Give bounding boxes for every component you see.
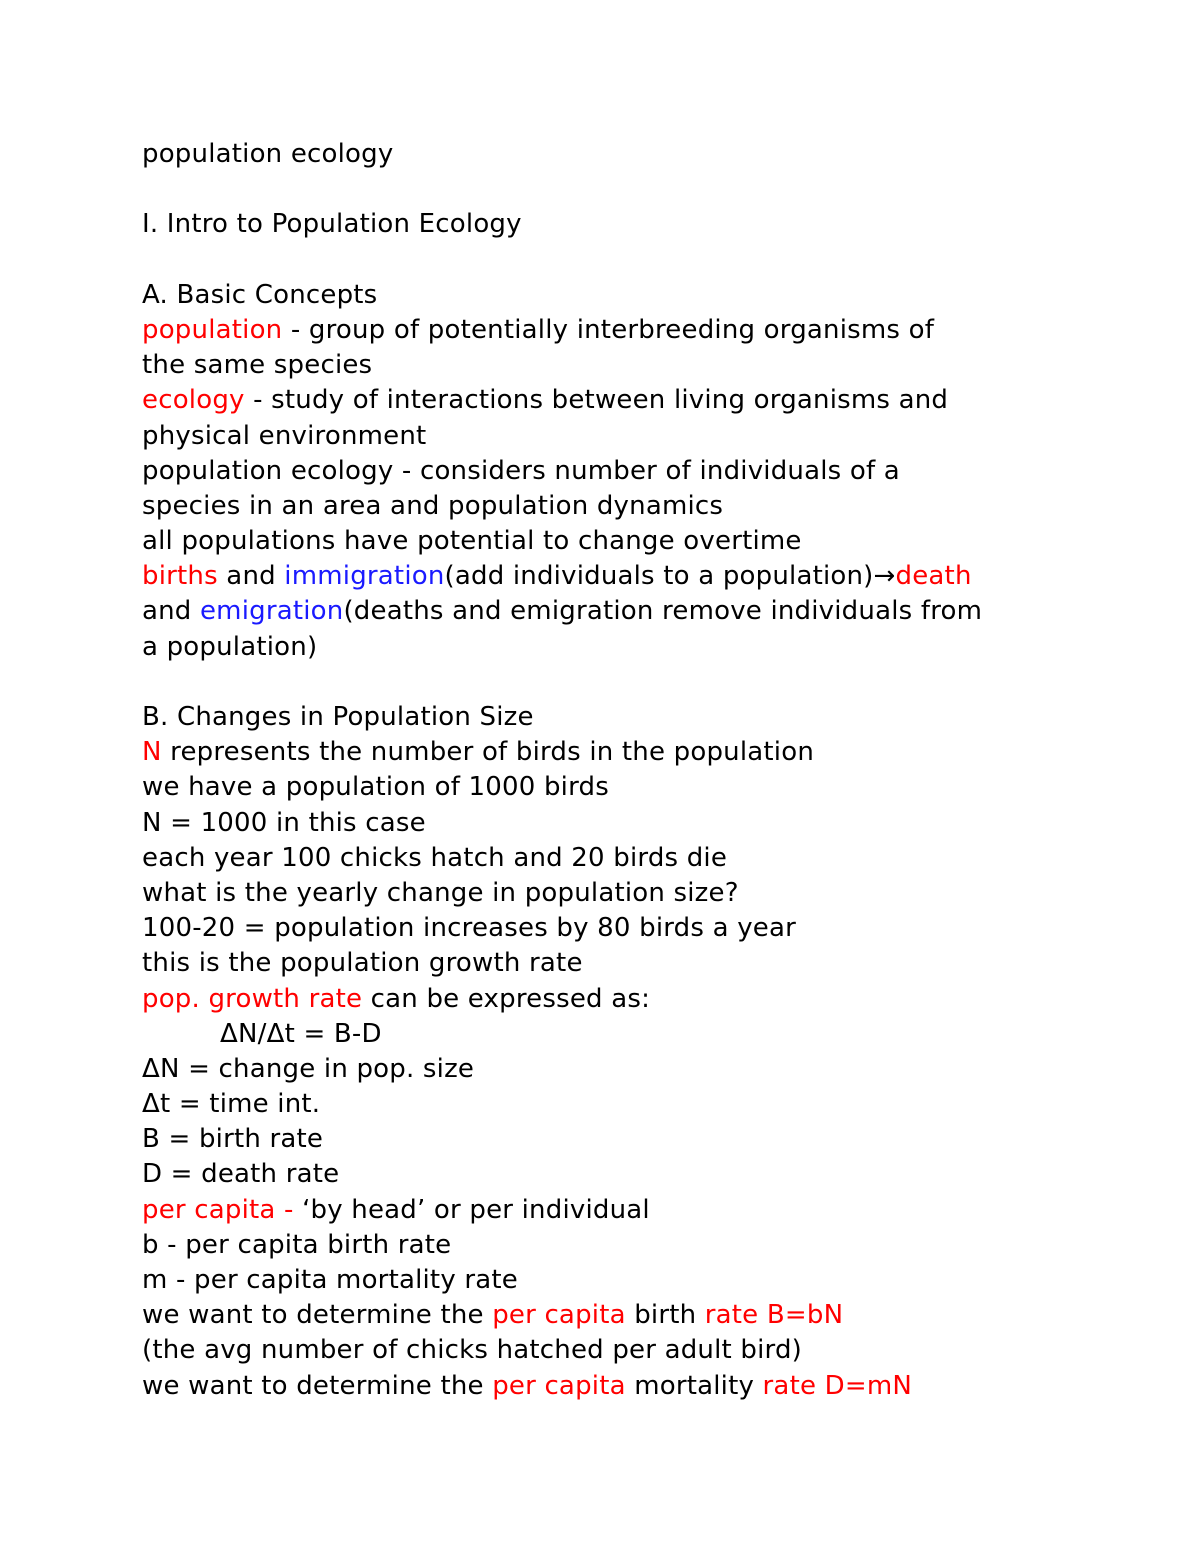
term-emigration: emigration — [199, 596, 344, 627]
text-line: Δt = time int. — [142, 1089, 321, 1120]
term-death: death — [895, 561, 972, 592]
text-line: we have a population of 1000 birds — [142, 772, 609, 803]
definition-population-ecology-cont: species in an area and population dynamics — [142, 490, 724, 521]
text-prefix: we want to determine the — [142, 1370, 493, 1401]
section-heading-intro: I. Intro to Population Ecology — [142, 209, 522, 240]
birth-rate-determination — [142, 1298, 1142, 1333]
note-change: all populations have potential to change overtime — [142, 526, 802, 557]
text-line: b - per capita birth rate — [142, 1229, 452, 1260]
text-prefix: we want to determine the — [142, 1300, 493, 1331]
subsection-heading-changes: B. Changes in Population Size — [142, 702, 534, 732]
text-line: (the avg number of chicks hatched per adult bird) — [142, 1335, 802, 1366]
definition-text: - study of interactions between living organisms and — [244, 385, 949, 416]
definition-text: ‘by head’ or per individual — [302, 1194, 650, 1225]
text-line: D = death rate — [142, 1159, 340, 1190]
emigration-line — [142, 594, 1142, 629]
subsection-heading-basic-concepts: A. Basic Concepts — [142, 279, 378, 310]
term-population: population — [142, 314, 283, 345]
definition-text: - group of potentially interbreeding organisms of — [282, 314, 935, 345]
text-line: what is the yearly change in population size? — [142, 877, 739, 908]
definition-ecology — [142, 383, 1142, 418]
definition-population — [142, 313, 1142, 348]
document-title: population ecology — [142, 139, 394, 169]
births-immigration-line — [142, 559, 1142, 594]
definition-text: can be expressed as: — [362, 983, 651, 1014]
per-capita-definition — [142, 1193, 1142, 1228]
n-definition — [142, 735, 1142, 770]
spacer — [142, 665, 1142, 700]
text-line: B = birth rate — [142, 1124, 324, 1155]
term-births: births — [142, 561, 218, 592]
text-line: m - per capita mortality rate — [142, 1265, 518, 1295]
term-immigration: immigration — [284, 561, 445, 592]
text-line: this is the population growth rate — [142, 948, 583, 979]
spacer — [142, 243, 1142, 278]
term-pop-growth-rate: pop. growth rate — [142, 983, 363, 1014]
text-line: N = 1000 in this case — [142, 807, 426, 838]
text-mortality: mortality — [625, 1370, 763, 1401]
term-birth-rate-formula: rate B=bN — [704, 1300, 844, 1331]
text-line: each year 100 chicks hatch and 20 birds die — [142, 842, 728, 873]
mortality-rate-determination — [142, 1369, 1142, 1404]
term-ecology: ecology — [142, 385, 245, 416]
text-remove-individuals: (deaths and emigration remove individuals from — [343, 596, 983, 627]
term-per-capita: per capita — [492, 1370, 626, 1401]
term-per-capita: per capita — [142, 1194, 276, 1225]
definition-ecology-cont: physical environment — [142, 420, 427, 451]
text-line: ΔN = change in pop. size — [142, 1053, 475, 1084]
definition-population-cont: the same species — [142, 350, 373, 381]
definition-population-ecology: population ecology - considers number of individuals of a — [142, 455, 900, 486]
document-page — [142, 137, 1142, 1404]
text-and: and — [217, 561, 285, 592]
text-line: 100-20 = population increases by 80 birds a year — [142, 913, 797, 944]
spacer — [142, 172, 1142, 207]
growth-rate-line — [142, 982, 1142, 1017]
formula: ΔN/Δt = B-D — [220, 1018, 382, 1049]
text-add-individuals: (add individuals to a population)→ — [444, 561, 896, 592]
text-and: and — [142, 596, 200, 627]
term-n: N — [142, 737, 162, 768]
text-birth: birth — [625, 1300, 705, 1331]
term-per-capita: per capita — [492, 1300, 626, 1331]
term-mortality-rate-formula: rate D=mN — [762, 1370, 913, 1401]
definition-text: represents the number of birds in the population — [161, 737, 815, 768]
term-dash: - — [275, 1194, 303, 1225]
emigration-line-cont: a population) — [142, 631, 318, 662]
